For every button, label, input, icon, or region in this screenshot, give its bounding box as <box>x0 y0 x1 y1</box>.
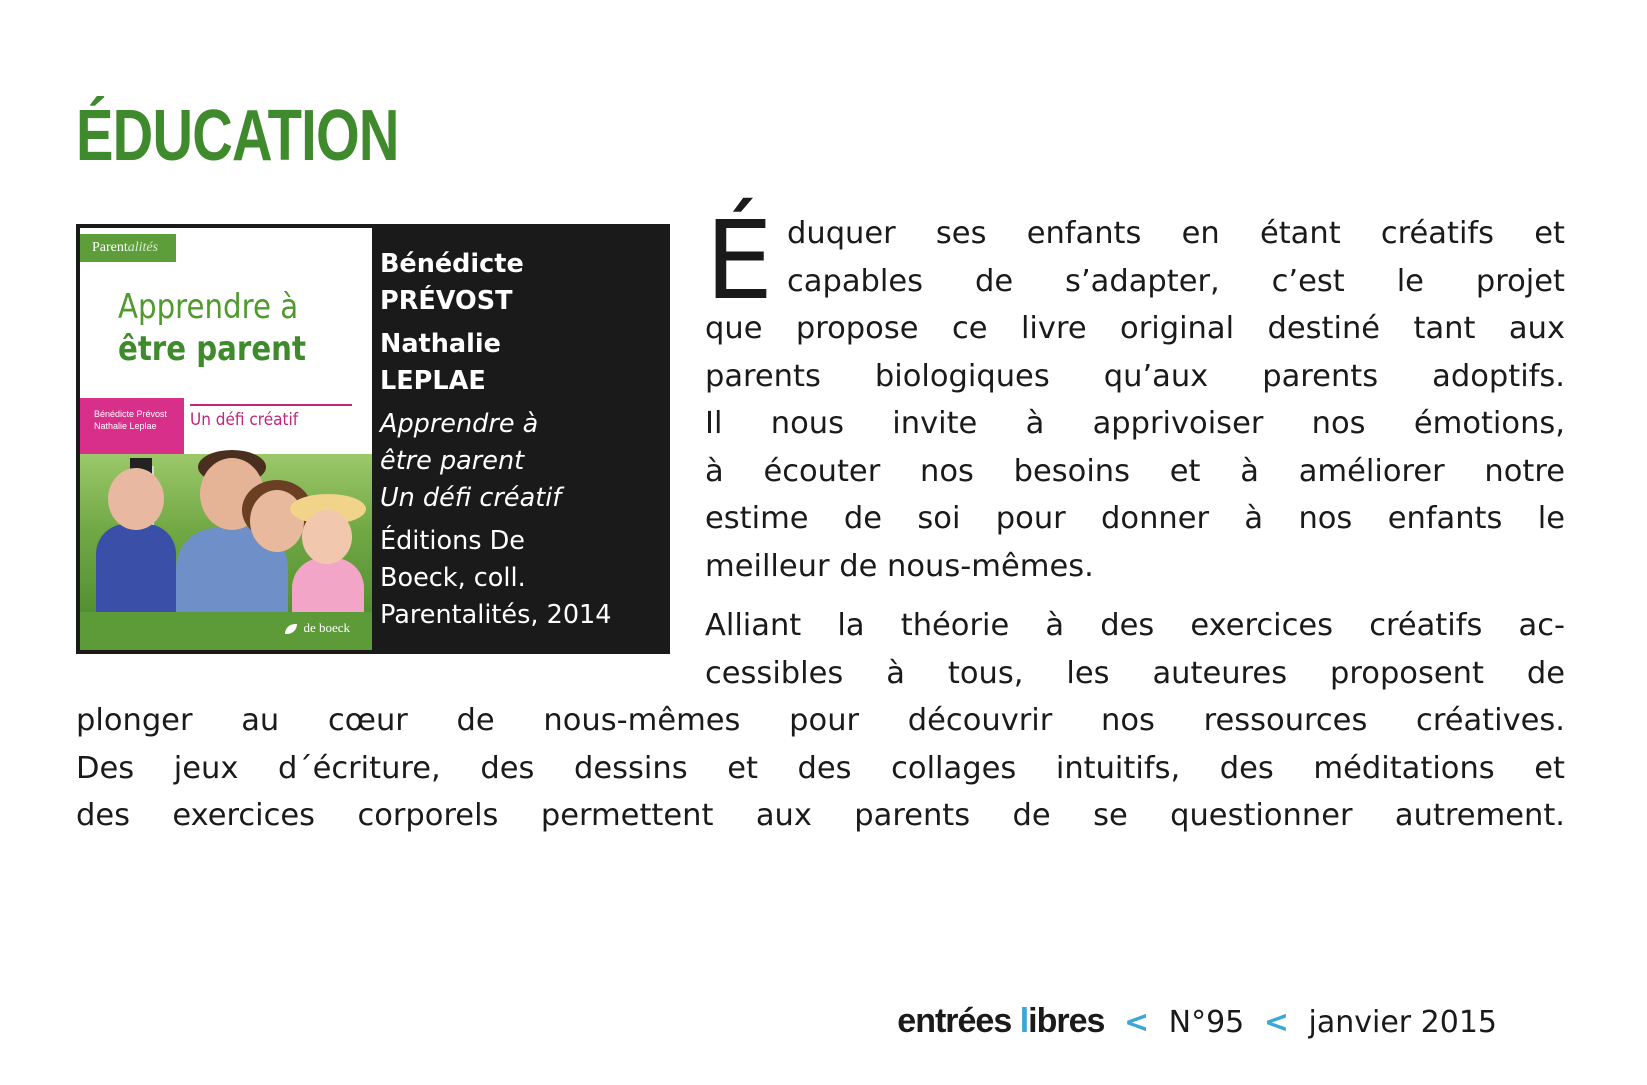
text-line: Alliant la théorie à des exercices créatifs ac- <box>705 608 1565 643</box>
leaf-icon <box>285 624 297 634</box>
edition-line3: Parentalités, 2014 <box>380 600 612 630</box>
edition-line2: Boeck, coll. <box>380 563 526 593</box>
drop-cap: É <box>705 199 774 324</box>
author2-last: LEPLAE <box>380 366 486 396</box>
brand-part2: ibres <box>1028 1002 1105 1040</box>
text-line: estime de soi pour donner à nos enfants le <box>705 501 1565 536</box>
cover-authors-box <box>80 398 184 454</box>
article-paragraph-2 <box>705 602 1565 697</box>
text-line: capables de s’adapter, c’est le projet <box>787 263 1565 299</box>
article-paragraph-2-continued <box>76 697 1565 840</box>
publisher-name: de boeck <box>303 620 350 635</box>
text-line: meilleur de nous-mêmes. <box>705 548 1094 584</box>
author1-last: PRÉVOST <box>380 286 513 316</box>
book-title-line1: Apprendre à <box>380 409 539 439</box>
cover-author2: Nathalie Leplae <box>94 421 157 431</box>
text-line: cessibles à tous, les auteures proposent de <box>705 655 1565 691</box>
text-line: Des jeux d´écriture, des dessins et des collages intuitifs, des méditations et <box>76 750 1565 786</box>
section-title: ÉDUCATION <box>76 96 399 176</box>
cover-author1: Bénédicte Prévost <box>94 409 168 419</box>
series-prefix: Parent <box>92 240 128 255</box>
cover-subtitle: Un défi créatif <box>190 404 352 430</box>
text-line: à écouter nos besoins et à améliorer notre <box>705 453 1565 489</box>
edition-line1: Éditions De <box>380 526 525 556</box>
cover-title-line1: Apprendre à <box>118 287 299 327</box>
footer-separator: < <box>1263 1005 1289 1040</box>
book-info <box>380 246 666 634</box>
author2-first: Nathalie <box>380 329 501 359</box>
book-title-line3: Un défi créatif <box>380 483 562 513</box>
page-footer <box>897 1002 1497 1041</box>
footer-separator: < <box>1123 1005 1150 1040</box>
publisher-logo <box>285 620 350 636</box>
text-line: parents biologiques qu’aux parents adoptifs. <box>705 358 1565 394</box>
book-block <box>76 224 670 654</box>
magazine-name <box>897 1002 1104 1040</box>
issue-date: janvier 2015 <box>1308 1005 1497 1040</box>
book-title-line2: être parent <box>380 446 525 476</box>
child-face <box>108 468 164 530</box>
cover-photo <box>80 454 372 630</box>
mother-face <box>250 490 304 552</box>
baby-face <box>302 510 352 564</box>
text-line: plonger au cœur de nous-mêmes pour découvrir nos ressources créatives. <box>76 703 1565 738</box>
text-line: Il nous invite à apprivoiser nos émotions, <box>705 406 1565 441</box>
article-paragraph-1 <box>705 199 1565 590</box>
brand-accent: l <box>1019 1002 1029 1040</box>
book-cover <box>80 228 372 650</box>
series-tag <box>80 234 176 262</box>
author1-first: Bénédicte <box>380 249 524 279</box>
text-line: duquer ses enfants en étant créatifs et <box>787 216 1565 251</box>
brand-part1: entrées <box>897 1002 1020 1040</box>
cover-title <box>118 286 333 370</box>
publisher-band <box>80 612 372 650</box>
issue-number: N°95 <box>1168 1005 1245 1040</box>
text-line: des exercices corporels permettent aux parents de se questionner autrement. <box>76 798 1565 833</box>
series-suffix: alités <box>127 240 159 255</box>
cover-title-line2: être parent <box>118 329 306 369</box>
text-line: que propose ce livre original destiné tant aux <box>705 311 1565 346</box>
